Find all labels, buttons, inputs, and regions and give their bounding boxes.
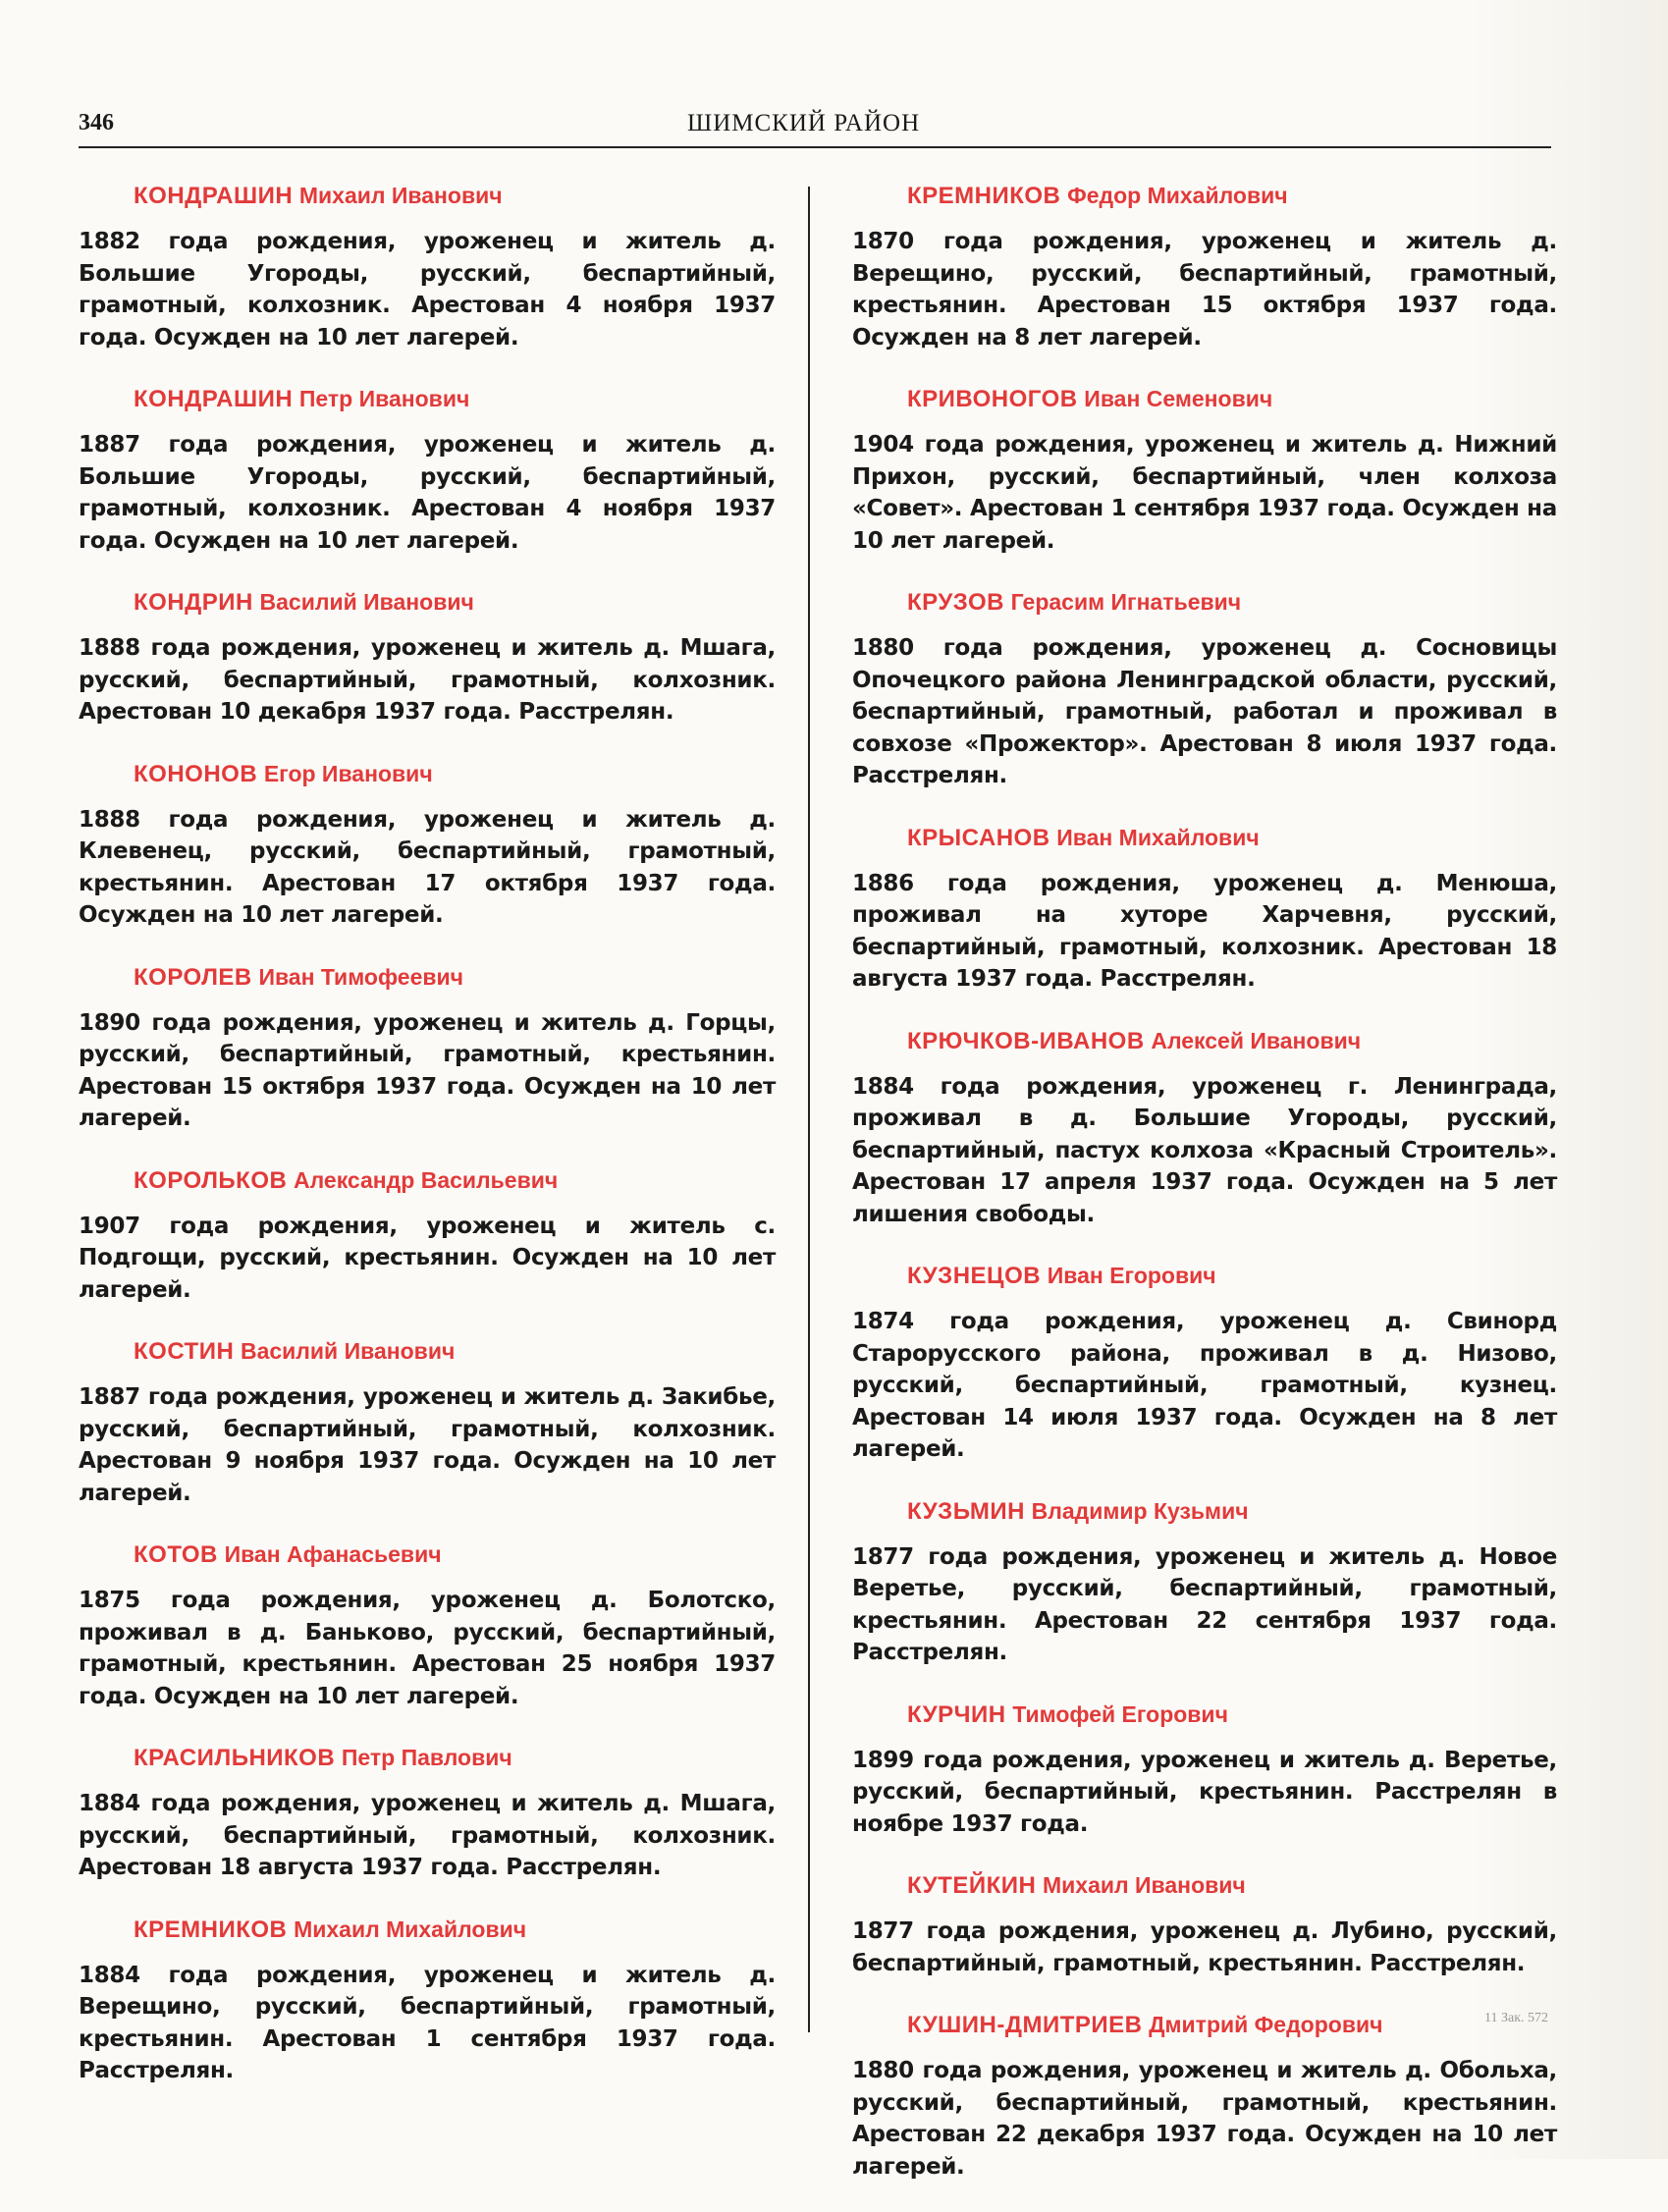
memorial-entry	[79, 586, 776, 728]
entry-surname: КОТОВ	[134, 1541, 218, 1568]
entry-surname: КУЗЬМИН	[907, 1497, 1025, 1525]
entry-given-names: Владимир Кузьмич	[1031, 1497, 1249, 1524]
entry-given-names: Иван Афанасьевич	[224, 1541, 442, 1567]
entry-biography: 1884 года рождения, уроженец и житель д. Верещино, русский, беспартийный, грамотный, крестьянин. Арестован 1 сентября 1937 года. Расстрелян.	[79, 1962, 776, 2083]
memorial-entry	[79, 961, 776, 1135]
memorial-entry	[79, 1914, 776, 2087]
entry-biography: 1904 года рождения, уроженец и житель д. Нижний Прихон, русский, беспартийный, член колхоза «Совет». Арестован 1 сентября 1937 года. Осужден на 10 лет лагерей.	[852, 432, 1557, 554]
entry-biography: 1870 года рождения, уроженец и житель д. Верещино, русский, беспартийный, грамотный, крестьянин. Арестован 15 октября 1937 года. Осужден на 8 лет лагерей.	[852, 229, 1557, 351]
entry-biography: 1907 года рождения, уроженец и житель с. Подгощи, русский, крестьянин. Осужден на 10 лет лагерей.	[79, 1213, 776, 1303]
running-title: ШИМСКИЙ РАЙОН	[687, 110, 921, 136]
right-column	[852, 180, 1557, 2212]
entry-biography: 1875 года рождения, уроженец д. Болотско, проживал в д. Баньково, русский, беспартийный, грамотный, крестьянин. Арестован 25 ноября 1937 года. Осужден на 10 лет лагерей.	[79, 1588, 776, 1709]
entry-given-names: Иван Михайлович	[1056, 824, 1260, 850]
entry-surname: КРЫСАНОВ	[907, 824, 1050, 851]
memorial-entry	[852, 822, 1557, 996]
entry-biography: 1887 года рождения, уроженец и житель д. Закибье, русский, беспартийный, грамотный, колхозник. Арестован 9 ноября 1937 года. Осужден на 10 лет лагерей.	[79, 1384, 776, 1506]
entry-surname: КРЮЧКОВ-ИВАНОВ	[907, 1027, 1145, 1054]
entry-surname: КУШИН-ДМИТРИЕВ	[907, 2012, 1143, 2038]
entry-name	[134, 961, 776, 994]
entry-given-names: Михаил Иванович	[298, 183, 503, 208]
header-rule	[79, 146, 1551, 148]
entry-surname: КУТЕЙКИН	[907, 1872, 1037, 1899]
memorial-entry	[79, 1164, 776, 1307]
entry-surname: КУЗНЕЦОВ	[907, 1263, 1042, 1289]
page-header	[79, 110, 1551, 149]
memorial-entry	[79, 1742, 776, 1884]
entry-surname: КРЕМНИКОВ	[907, 183, 1061, 209]
entry-name	[907, 1495, 1557, 1528]
memorial-entry	[79, 180, 776, 353]
entry-name	[134, 758, 776, 790]
entry-biography: 1887 года рождения, уроженец и житель д. Большие Угороды, русский, беспартийный, грамотный, колхозник. Арестован 4 ноября 1937 года. Осужден на 10 лет лагерей.	[79, 432, 776, 554]
entry-given-names: Иван Тимофеевич	[258, 963, 463, 990]
memorial-entry	[852, 1025, 1557, 1231]
entry-surname: КОНДРАШИН	[134, 386, 294, 412]
memorial-entry	[852, 1495, 1557, 1669]
memorial-entry	[852, 586, 1557, 792]
entry-biography: 1886 года рождения, уроженец д. Менюша, проживал на хуторе Харчевня, русский, беспартийный, грамотный, колхозник. Арестован 18 августа 1937 года. Расстрелян.	[852, 870, 1557, 992]
entry-given-names: Герасим Игнатьевич	[1010, 589, 1242, 615]
entry-name	[134, 1538, 776, 1571]
entry-given-names: Иван Семенович	[1084, 386, 1273, 411]
memorial-entry	[852, 180, 1557, 353]
entry-surname: КОСТИН	[134, 1338, 235, 1365]
entry-given-names: Федор Михайлович	[1067, 183, 1288, 208]
entry-biography: 1888 года рождения, уроженец и житель д. Мшага, русский, беспартийный, грамотный, колхозник. Арестован 10 декабря 1937 года. Расстрелян.	[79, 635, 776, 725]
memorial-entry	[79, 1538, 776, 1712]
entry-name	[907, 180, 1557, 212]
entry-biography: 1880 года рождения, уроженец и житель д. Обольха, русский, беспартийный, грамотный, крестьянин. Арестован 22 декабря 1937 года. Осужден на 10 лет лагерей.	[852, 2058, 1557, 2180]
entry-given-names: Михаил Михайлович	[294, 1915, 527, 1942]
entry-name	[907, 1260, 1557, 1292]
entry-surname: КОРОЛЬКОВ	[134, 1166, 288, 1194]
entry-surname: КОРОЛЕВ	[134, 963, 252, 991]
entry-surname: КОНДРАШИН	[134, 183, 294, 209]
memorial-entry	[852, 2009, 1557, 2183]
entry-biography: 1874 года рождения, уроженец д. Свинорд Старорусского района, проживал в д. Низово, русский, беспартийный, грамотный, кузнец. Арестован 14 июля 1937 года. Осужден на 8 лет лагерей.	[852, 1309, 1557, 1462]
entry-name	[134, 1164, 776, 1197]
entry-name	[907, 1025, 1557, 1057]
entry-surname: КРЕМНИКОВ	[134, 1915, 288, 1943]
page-number: 346	[79, 110, 114, 135]
entry-name	[134, 1742, 776, 1774]
entry-surname: КРАСИЛЬНИКОВ	[134, 1745, 336, 1771]
entry-biography: 1880 года рождения, уроженец д. Сосновицы Опочецкого района Ленинградской области, русский, беспартийный, грамотный, работал и проживал в совхозе «Прожектор». Арестован 8 июля 1937 года. Расстрелян.	[852, 635, 1557, 788]
entry-given-names: Василий Иванович	[240, 1338, 456, 1364]
entry-name	[907, 586, 1557, 619]
entry-name	[907, 2009, 1557, 2041]
left-column	[79, 180, 776, 2117]
entry-given-names: Иван Егорович	[1047, 1263, 1216, 1288]
entry-given-names: Дмитрий Федорович	[1149, 2012, 1383, 2037]
entry-given-names: Петр Павлович	[341, 1745, 512, 1770]
entry-surname: КОНДРИН	[134, 589, 253, 616]
entry-name	[907, 1869, 1557, 1902]
entry-given-names: Петр Иванович	[298, 386, 470, 411]
entry-biography: 1884 года рождения, уроженец г. Ленинграда, проживал в д. Большие Угороды, русский, беспартийный, пастух колхоза «Красный Строитель». Арестован 17 апреля 1937 года. Осужден на 5 лет лишения свободы.	[852, 1073, 1557, 1227]
entry-surname: КУРЧИН	[907, 1700, 1006, 1728]
memorial-entry	[79, 758, 776, 932]
entry-name	[907, 1699, 1557, 1731]
entry-biography: 1890 года рождения, уроженец и житель д. Горцы, русский, беспартийный, грамотный, крестьянин. Арестован 15 октября 1937 года. Осужден на 10 лет лагерей.	[79, 1009, 776, 1131]
entry-biography: 1888 года рождения, уроженец и житель д. Клевенец, русский, беспартийный, грамотный, крестьянин. Арестован 17 октября 1937 года. Осужден на 10 лет лагерей.	[79, 806, 776, 928]
entry-name	[134, 180, 776, 212]
entry-given-names: Михаил Иванович	[1043, 1872, 1246, 1898]
entry-given-names: Тимофей Егорович	[1012, 1700, 1228, 1727]
memorial-entry	[852, 1699, 1557, 1841]
entry-name	[907, 822, 1557, 854]
entry-surname: КРУЗОВ	[907, 589, 1004, 616]
entry-biography: 1899 года рождения, уроженец и житель д. Веретье, русский, беспартийный, крестьянин. Расстрелян в ноябре 1937 года.	[852, 1747, 1557, 1837]
entry-name	[134, 1914, 776, 1946]
memorial-entry	[852, 1869, 1557, 1979]
entry-name	[134, 1335, 776, 1368]
entry-biography: 1877 года рождения, уроженец д. Лубино, русский, беспартийный, грамотный, крестьянин. Расстрелян.	[852, 1918, 1557, 1976]
entry-surname: КРИВОНОГОВ	[907, 386, 1078, 412]
entry-given-names: Алексей Иванович	[1151, 1027, 1362, 1053]
entry-surname: КОНОНОВ	[134, 760, 258, 787]
entry-biography: 1884 года рождения, уроженец и житель д. Мшага, русский, беспартийный, грамотный, колхозник. Арестован 18 августа 1937 года. Расстрелян.	[79, 1791, 776, 1880]
memorial-entry	[852, 1260, 1557, 1466]
entry-given-names: Василий Иванович	[259, 589, 474, 615]
memorial-entry	[852, 383, 1557, 557]
entry-biography: 1882 года рождения, уроженец и житель д. Большие Угороды, русский, беспартийный, грамотный, колхозник. Арестован 4 ноября 1937 года. Осужден на 10 лет лагерей.	[79, 229, 776, 351]
entry-name	[134, 586, 776, 619]
column-divider	[808, 187, 810, 2032]
printer-footnote: 11 Зак. 572	[1484, 2011, 1549, 2025]
entry-biography: 1877 года рождения, уроженец и житель д. Новое Веретье, русский, беспартийный, грамотный, крестьянин. Арестован 22 сентября 1937 года. Расстрелян.	[852, 1543, 1557, 1665]
entry-name	[907, 383, 1557, 415]
memorial-entry	[79, 1335, 776, 1509]
entry-given-names: Егор Иванович	[263, 760, 433, 786]
entry-name	[134, 383, 776, 415]
memorial-entry	[79, 383, 776, 557]
entry-given-names: Александр Васильевич	[294, 1166, 559, 1193]
